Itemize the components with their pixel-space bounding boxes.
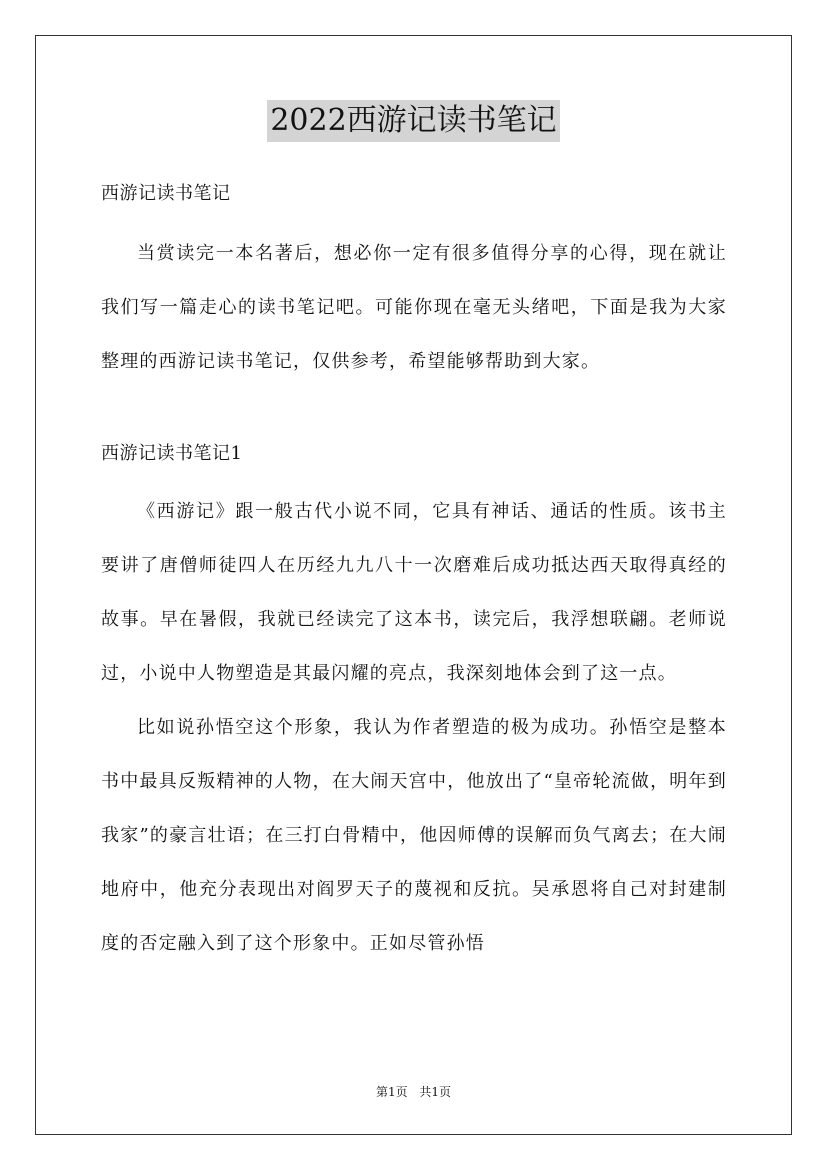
body-paragraph: 比如说孙悟空这个形象，我认为作者塑造的极为成功。孙悟空是整本书中最具反叛精神的人物，在大闹天宫中，他放出了“皇帝轮流做，明年到我家”的豪言壮语；在三打白骨精中，他因师傅的误解而负气离去；在大闹地府中，他充分表现出对阎罗天子的蔑视和反抗。吴承恩将自己对封建制度的否定融入到了这个形象中。正如尽管孙悟 <box>101 717 727 954</box>
document-body <box>101 173 727 971</box>
intro-paragraph: 当赏读完一本名著后，想必你一定有很多值得分享的心得，现在就让我们写一篇走心的读书笔记吧。可能你现在毫无头绪吧，下面是我为大家整理的西游记读书笔记，仅供参考，希望能够帮助到大家。 <box>101 243 727 372</box>
spacer <box>101 475 727 485</box>
spacer <box>101 215 727 227</box>
body-paragraph: 《西游记》跟一般古代小说不同，它具有神话、通话的性质。该书主要讲了唐僧师徒四人在历经九九八十一次磨难后成功抵达西天取得真经的故事。早在暑假，我就已经读完了这本书，读完后，我浮想联翩。老师说过，小说中人物塑造是其最闪耀的亮点，我深刻地体会到了这一点。 <box>101 501 727 684</box>
page-total: 共1页 <box>419 1085 452 1099</box>
title-container <box>0 100 827 142</box>
document-subtitle: 西游记读书笔记 <box>101 183 231 204</box>
document-title: 2022西游记读书笔记 <box>267 100 559 142</box>
spacer <box>101 389 727 433</box>
page-number: 第1页 <box>375 1085 408 1099</box>
section-heading: 西游记读书笔记1 <box>101 443 243 464</box>
page-footer <box>0 1083 827 1101</box>
